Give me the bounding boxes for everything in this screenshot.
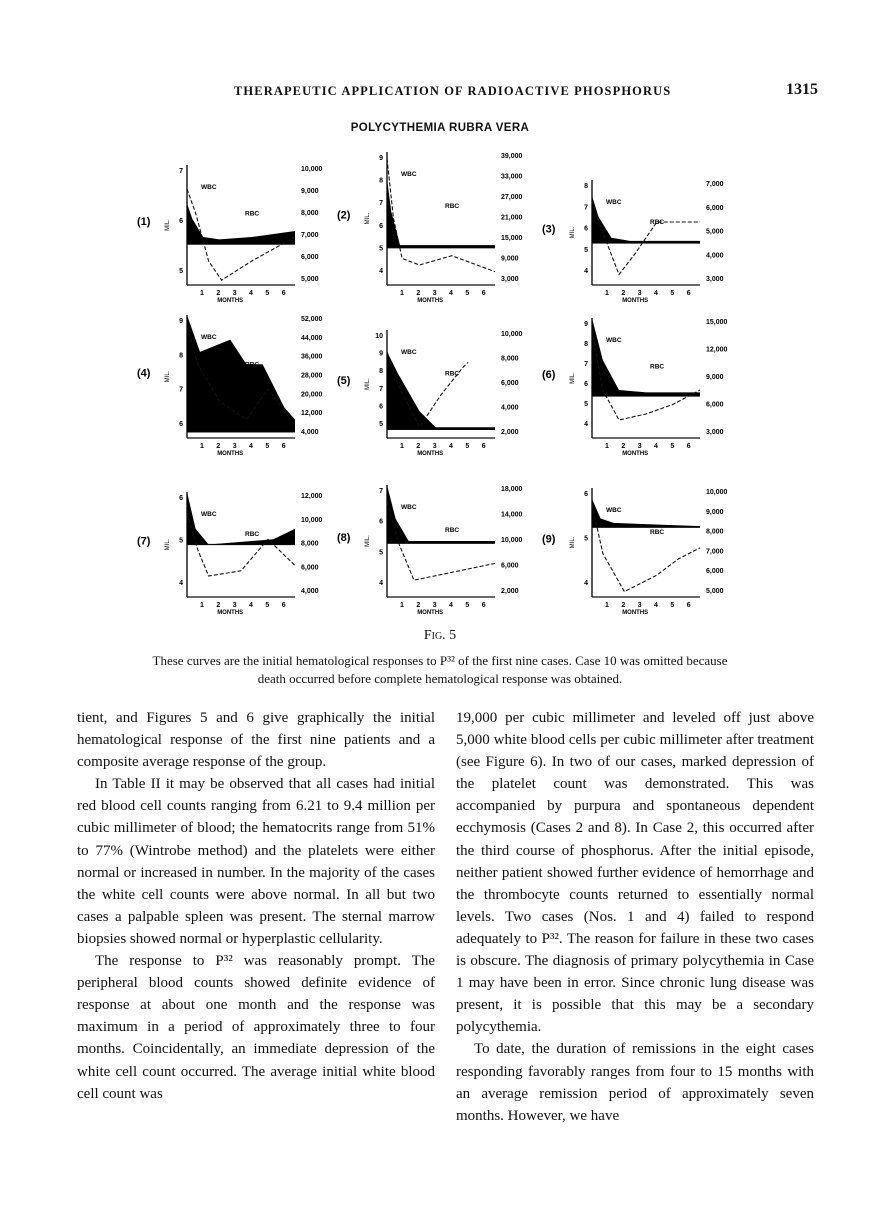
x-tick-label: 3 bbox=[637, 443, 642, 450]
right-tick-label: 6,000 bbox=[706, 204, 724, 212]
right-tick-label: 6,000 bbox=[301, 254, 319, 261]
y-axis-label: MIL. bbox=[570, 372, 576, 384]
right-tick-label: 52,000 bbox=[301, 316, 323, 323]
left-tick-label: 7 bbox=[179, 386, 183, 394]
left-tick-label: 8 bbox=[584, 341, 588, 348]
x-tick-label: 4 bbox=[449, 602, 453, 609]
right-tick-label: 10,000 bbox=[301, 516, 323, 524]
x-tick-label: 5 bbox=[265, 602, 270, 609]
right-tick-label: 20,000 bbox=[301, 391, 323, 399]
chart-panel-6 bbox=[542, 318, 728, 457]
x-tick-label: 3 bbox=[232, 290, 237, 297]
right-tick-label: 9,000 bbox=[706, 374, 724, 381]
x-tick-label: 6 bbox=[481, 290, 486, 297]
x-tick-label: 2 bbox=[216, 602, 221, 609]
right-tick-label: 6,000 bbox=[706, 568, 724, 576]
right-tick-label: 12,000 bbox=[301, 410, 323, 418]
right-tick-label: 12,000 bbox=[301, 493, 323, 500]
x-tick-label: 1 bbox=[400, 290, 404, 297]
left-tick-label: 5 bbox=[379, 245, 383, 253]
right-tick-label: 6,000 bbox=[706, 401, 724, 409]
paragraph: To date, the duration of remissions in the eight cases responding favorably ranges from four to 15 months with an average remission period of approximately seven months. However, we have bbox=[456, 1041, 814, 1124]
x-tick-label: 5 bbox=[670, 602, 675, 609]
x-tick-label: 6 bbox=[281, 290, 286, 297]
x-tick-label: 4 bbox=[449, 443, 453, 450]
x-tick-label: 2 bbox=[416, 602, 421, 609]
rbc-area bbox=[387, 179, 495, 248]
left-tick-label: 6 bbox=[584, 381, 588, 388]
right-tick-label: 3,000 bbox=[706, 429, 724, 436]
left-tick-label: 9 bbox=[379, 155, 383, 162]
x-tick-label: 2 bbox=[621, 602, 626, 609]
right-tick-label: 15,000 bbox=[706, 319, 728, 326]
right-tick-label: 10,000 bbox=[706, 489, 728, 496]
right-tick-label: 5,000 bbox=[706, 228, 724, 236]
wbc-label: WBC bbox=[401, 349, 417, 356]
right-tick-label: 44,000 bbox=[301, 334, 323, 342]
x-tick-label: 4 bbox=[654, 290, 658, 297]
right-tick-label: 4,000 bbox=[706, 252, 724, 260]
right-tick-label: 14,000 bbox=[501, 511, 523, 519]
page-number: 1315 bbox=[786, 81, 818, 98]
left-tick-label: 6 bbox=[179, 218, 183, 225]
x-axis-label: MONTHS bbox=[622, 451, 649, 457]
x-tick-label: 6 bbox=[686, 443, 691, 450]
x-tick-label: 3 bbox=[637, 602, 642, 609]
right-tick-label: 7,000 bbox=[706, 548, 724, 556]
x-axis-label: MONTHS bbox=[217, 451, 244, 457]
left-tick-label: 5 bbox=[584, 246, 588, 254]
x-tick-label: 6 bbox=[281, 443, 286, 450]
x-tick-label: 3 bbox=[432, 602, 437, 609]
y-axis-label: MIL. bbox=[365, 535, 371, 547]
rbc-label: RBC bbox=[650, 363, 665, 371]
x-axis-label: MONTHS bbox=[217, 610, 244, 616]
rbc-label: RBC bbox=[445, 527, 460, 535]
left-tick-label: 7 bbox=[379, 488, 383, 495]
y-axis-label: MIL. bbox=[570, 536, 576, 549]
wbc-label: WBC bbox=[201, 184, 217, 191]
left-tick-label: 9 bbox=[179, 318, 183, 325]
paragraph: In Table II it may be observed that all cases had initial red blood cell counts ranging from 6.21 to 9.4 million per cubic millimeter of blood; the hematocrits range from 51% to 77% (Wintrobe method) and the platelets were either normal or increased in number. In the majority of the cases the white cell counts were above normal. In all but two cases a palpable spleen was present. The sternal marrow biopsies showed normal or hyperplastic cellularity. bbox=[77, 776, 435, 947]
chart-panel-4 bbox=[137, 315, 323, 457]
wbc-label: WBC bbox=[201, 511, 217, 518]
x-tick-label: 1 bbox=[400, 443, 404, 450]
rbc-label: RBC bbox=[245, 531, 260, 539]
paragraph: 19,000 per cubic millimeter and leveled off just above 5,000 white blood cells per cubic millimeter after treatment (see Figure 6). In two of our cases, marked depression of the platelet count was demonstrated. This was accompanied by purpura and spontaneous dependent ecchymosis (Cases 2 and 8). In Case 2, this occurred after the third course of phosphorus. After the initial episode, neither patient showed further evidence of hemorrhage and the thrombocyte counts returned to essentially normal levels. Two cases (Nos. 1 and 4) failed to respond adequately to P³². The reason for failure in these two cases is obscure. The diagnosis of primary polycythemia in Case 1 may have been in error. Since chronic lung disease was present, it is possible that this may be a secondary polycythemia. bbox=[456, 710, 814, 1036]
x-tick-label: 6 bbox=[686, 602, 691, 609]
rbc-label: RBC bbox=[650, 219, 665, 227]
x-tick-label: 4 bbox=[249, 602, 253, 609]
left-tick-label: 9 bbox=[379, 350, 383, 358]
rbc-area bbox=[387, 485, 495, 543]
right-tick-label: 15,000 bbox=[501, 235, 523, 242]
x-tick-label: 2 bbox=[216, 290, 221, 297]
left-tick-label: 6 bbox=[379, 222, 383, 230]
wbc-label: WBC bbox=[201, 334, 217, 341]
x-tick-label: 2 bbox=[216, 443, 221, 450]
right-tick-label: 10,000 bbox=[501, 331, 523, 338]
right-tick-label: 3,000 bbox=[706, 276, 724, 283]
left-tick-label: 6 bbox=[179, 421, 183, 428]
rbc-label: RBC bbox=[445, 370, 460, 378]
left-tick-label: 8 bbox=[584, 183, 588, 190]
x-tick-label: 4 bbox=[249, 290, 253, 297]
right-tick-label: 27,000 bbox=[501, 194, 523, 201]
chart-panel-3 bbox=[542, 180, 724, 304]
x-axis-label: MONTHS bbox=[622, 298, 649, 304]
x-tick-label: 5 bbox=[265, 290, 270, 297]
running-title: THERAPEUTIC APPLICATION OF RADIOACTIVE PHOSPHORUS bbox=[234, 84, 672, 98]
left-tick-label: 7 bbox=[379, 200, 383, 208]
x-tick-label: 5 bbox=[670, 443, 675, 450]
x-tick-label: 2 bbox=[621, 443, 626, 450]
x-tick-label: 3 bbox=[637, 290, 642, 297]
right-tick-label: 6,000 bbox=[501, 380, 519, 387]
left-tick-label: 8 bbox=[179, 352, 183, 360]
right-tick-label: 4,000 bbox=[501, 404, 519, 412]
right-tick-label: 5,000 bbox=[706, 588, 724, 595]
panel-label: (6) bbox=[542, 369, 556, 381]
left-tick-label: 10 bbox=[375, 333, 383, 340]
x-tick-label: 2 bbox=[621, 290, 626, 297]
y-axis-label: MIL. bbox=[165, 219, 171, 231]
rbc-label: RBC bbox=[245, 210, 260, 218]
right-tick-label: 33,000 bbox=[501, 173, 523, 181]
figure-5 bbox=[0, 140, 880, 630]
left-tick-label: 6 bbox=[179, 495, 183, 502]
rbc-area bbox=[187, 492, 295, 545]
right-tick-label: 9,000 bbox=[706, 508, 724, 516]
right-tick-label: 6,000 bbox=[501, 562, 519, 570]
x-tick-label: 6 bbox=[281, 602, 286, 609]
body-column-left bbox=[77, 707, 435, 1105]
y-axis-label: MIL. bbox=[165, 538, 171, 551]
left-tick-label: 4 bbox=[379, 268, 383, 275]
running-head bbox=[0, 81, 880, 104]
panel-label: (5) bbox=[337, 375, 351, 387]
figure-title: POLYCYTHEMIA RUBRA VERA bbox=[350, 122, 530, 134]
x-tick-label: 5 bbox=[670, 290, 675, 297]
x-tick-label: 1 bbox=[400, 602, 404, 609]
right-tick-label: 2,000 bbox=[501, 588, 519, 595]
right-tick-label: 5,000 bbox=[301, 276, 319, 283]
right-tick-label: 8,000 bbox=[501, 355, 519, 363]
chart-panel-5 bbox=[337, 330, 523, 457]
rbc-label: RBC bbox=[650, 528, 665, 536]
x-tick-label: 5 bbox=[265, 443, 270, 450]
right-tick-label: 9,000 bbox=[501, 255, 519, 263]
x-tick-label: 5 bbox=[465, 602, 470, 609]
left-tick-label: 5 bbox=[379, 421, 383, 428]
left-tick-label: 8 bbox=[379, 368, 383, 376]
left-tick-label: 6 bbox=[379, 518, 383, 526]
right-tick-label: 8,000 bbox=[706, 528, 724, 536]
rbc-label: RBC bbox=[245, 361, 260, 369]
right-tick-label: 39,000 bbox=[501, 153, 523, 160]
panel-label: (3) bbox=[542, 223, 556, 236]
left-tick-label: 5 bbox=[379, 549, 383, 557]
right-tick-label: 8,000 bbox=[301, 210, 319, 217]
x-tick-label: 3 bbox=[232, 602, 237, 609]
right-tick-label: 12,000 bbox=[706, 346, 728, 354]
left-tick-label: 6 bbox=[584, 491, 588, 498]
panel-label: (8) bbox=[337, 532, 351, 544]
left-tick-label: 7 bbox=[584, 204, 588, 212]
wbc-label: WBC bbox=[606, 337, 622, 344]
x-tick-label: 4 bbox=[249, 443, 253, 450]
x-tick-label: 2 bbox=[416, 443, 421, 450]
x-axis-label: MONTHS bbox=[417, 610, 444, 616]
right-tick-label: 36,000 bbox=[301, 353, 323, 361]
x-tick-label: 4 bbox=[449, 290, 453, 297]
chart-panel-8 bbox=[337, 485, 523, 616]
x-axis-label: MONTHS bbox=[417, 451, 444, 457]
figure-label: Fig. 5 bbox=[423, 628, 457, 643]
x-tick-label: 4 bbox=[654, 602, 658, 609]
left-tick-label: 4 bbox=[584, 268, 588, 275]
left-tick-label: 5 bbox=[584, 401, 588, 408]
x-axis-label: MONTHS bbox=[217, 298, 244, 304]
right-tick-label: 21,000 bbox=[501, 214, 523, 222]
chart-panel-1 bbox=[137, 165, 323, 304]
left-tick-label: 9 bbox=[584, 321, 588, 328]
y-axis-label: MIL. bbox=[570, 226, 576, 239]
right-tick-label: 4,000 bbox=[301, 588, 319, 595]
right-tick-label: 6,000 bbox=[301, 564, 319, 572]
y-axis-label: MIL. bbox=[365, 378, 371, 390]
body-column-right bbox=[456, 707, 814, 1127]
left-tick-label: 7 bbox=[584, 361, 588, 368]
right-tick-label: 7,000 bbox=[301, 232, 319, 239]
left-tick-label: 4 bbox=[584, 421, 588, 428]
figure-caption: These curves are the initial hematological responses to P³² of the first nine cases. Case 10 was omitted because death occurred before complete hematological response was obtained. bbox=[152, 653, 728, 686]
left-tick-label: 6 bbox=[584, 225, 588, 233]
chart-panel-2 bbox=[337, 152, 523, 304]
x-tick-label: 1 bbox=[200, 602, 204, 609]
x-tick-label: 6 bbox=[481, 602, 486, 609]
x-tick-label: 1 bbox=[605, 290, 609, 297]
left-tick-label: 7 bbox=[379, 385, 383, 393]
wbc-label: WBC bbox=[606, 199, 622, 206]
panel-label: (4) bbox=[137, 367, 151, 380]
right-tick-label: 10,000 bbox=[301, 166, 323, 173]
x-tick-label: 4 bbox=[654, 443, 658, 450]
left-tick-label: 6 bbox=[379, 403, 383, 411]
x-tick-label: 3 bbox=[432, 290, 437, 297]
right-tick-label: 9,000 bbox=[301, 188, 319, 195]
panel-label: (9) bbox=[542, 533, 556, 546]
right-tick-label: 3,000 bbox=[501, 276, 519, 283]
y-axis-label: MIL. bbox=[365, 212, 371, 225]
right-tick-label: 8,000 bbox=[301, 540, 319, 548]
left-tick-label: 4 bbox=[584, 580, 588, 587]
y-axis-label: MIL. bbox=[165, 370, 171, 383]
x-tick-label: 6 bbox=[481, 443, 486, 450]
x-tick-label: 5 bbox=[465, 443, 470, 450]
right-tick-label: 2,000 bbox=[501, 429, 519, 436]
wbc-label: WBC bbox=[401, 504, 417, 511]
x-tick-label: 1 bbox=[200, 290, 204, 297]
left-tick-label: 5 bbox=[179, 537, 183, 545]
x-tick-label: 6 bbox=[686, 290, 691, 297]
x-tick-label: 3 bbox=[232, 443, 237, 450]
panel-label: (2) bbox=[337, 209, 351, 222]
x-tick-label: 1 bbox=[605, 602, 609, 609]
x-tick-label: 5 bbox=[465, 290, 470, 297]
panel-label: (7) bbox=[137, 535, 151, 548]
x-tick-label: 3 bbox=[432, 443, 437, 450]
rbc-label: RBC bbox=[445, 202, 460, 210]
wbc-label: WBC bbox=[606, 507, 622, 514]
right-tick-label: 7,000 bbox=[706, 181, 724, 188]
paragraph: The response to P³² was reasonably prompt. The peripheral blood counts showed definite evidence of response at about one month and the response was maximum in a period of approximately three to four months. Coincidentally, an immediate depression of the white cell count occurred. The average initial white blood cell count was bbox=[77, 953, 435, 1102]
right-tick-label: 18,000 bbox=[501, 486, 523, 493]
x-tick-label: 1 bbox=[605, 443, 609, 450]
x-tick-label: 1 bbox=[200, 443, 204, 450]
left-tick-label: 8 bbox=[379, 177, 383, 185]
left-tick-label: 4 bbox=[379, 580, 383, 587]
rbc-area bbox=[387, 352, 495, 430]
left-tick-label: 7 bbox=[179, 168, 183, 175]
left-tick-label: 5 bbox=[584, 535, 588, 543]
wbc-line bbox=[592, 504, 700, 591]
chart-panel-9 bbox=[542, 488, 728, 616]
right-tick-label: 4,000 bbox=[301, 429, 319, 436]
panel-label: (1) bbox=[137, 216, 151, 228]
left-tick-label: 4 bbox=[179, 580, 183, 587]
x-axis-label: MONTHS bbox=[622, 610, 649, 616]
x-axis-label: MONTHS bbox=[417, 298, 444, 304]
paragraph: tient, and Figures 5 and 6 give graphically the initial hematological response of the first nine patients and a composite average response of the group. bbox=[77, 710, 435, 771]
x-tick-label: 2 bbox=[416, 290, 421, 297]
rbc-area bbox=[592, 318, 700, 396]
right-tick-label: 10,000 bbox=[501, 537, 523, 544]
wbc-label: WBC bbox=[401, 171, 417, 178]
left-tick-label: 5 bbox=[179, 268, 183, 275]
rbc-area bbox=[187, 203, 295, 244]
right-tick-label: 28,000 bbox=[301, 372, 323, 380]
chart-panel-7 bbox=[137, 492, 323, 616]
